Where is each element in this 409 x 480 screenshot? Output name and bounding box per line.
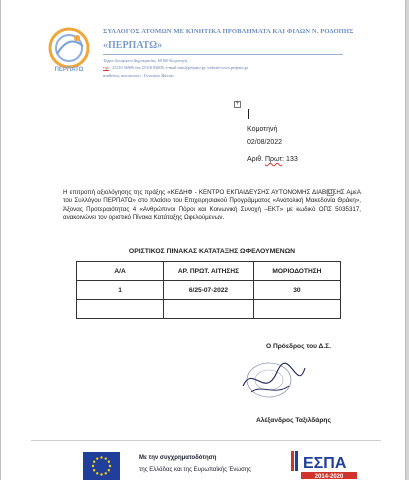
cofunding-line-1: Με την συγχρηματοδότηση [139,455,217,461]
header-cell-protocol: ΑΡ. ΠΡΩΤ. ΑΙΤΗΣΗΣ [164,262,254,281]
protocol-number [247,156,298,163]
table-cell[interactable] [164,300,254,319]
eu-star-icon [108,469,110,471]
document-date: 02/08/2022 [247,139,283,146]
text-cursor [248,109,249,119]
espa-logo [291,448,361,480]
signatory-role: Ο Πρόεδρος του Δ.Σ. [266,343,331,350]
protocol-prefix: Αριθ. [247,156,264,163]
document-page [1,0,405,480]
espa-years: 2014-2020 [314,474,344,480]
espa-title: ΕΣΠΑ [303,455,347,472]
header-address: Τέρμα Λεωφόρου Δημοκρατίας, 69100 Κομοτηνή [103,58,187,63]
table-cell[interactable]: 6/25-07-2022 [164,281,254,300]
perpato-logo [47,24,95,74]
protocol-value: : 133 [282,156,298,163]
table-title: ΟΡΙΣΤΙΚΟΣ ΠΙΝΑΚΑΣ ΚΑΤΑΤΑΞΗΣ ΩΦΕΛΟΥΜΕΝΩΝ [128,248,296,255]
announcement-paragraph[interactable]: Η επιτροπή αξιολόγησης της πράξης «ΚΕΔΗΦ - ΚΕΝΤΡΟ ΕΚΠΑΙΔΕΥΣΗΣ ΑΥΤΟΝΟΜΗΣ ΔΙΑΒΙΩΣΗΣ ΑμεΑ του Συλλόγου ΠΕΡΠΑΤΩ» στο πλαίσιο του Επιχειρησιακού Προγράμματος «Ανατολική Μακεδονία Θράκη», Άξονας Προτεραιότητας 4 «Ανθρώπινοι Πόροι και Κοινωνική Συνοχή –ΕΚΤ» με κωδικό ΟΠΣ 5035317, ανακοινώνει τον οριστικό Πίνακα Κατάταξης Ωφελούμενων. [63,189,361,222]
header-recognition: αναθέσεις αποτανούσι : Γυναικών Βάντα» [103,73,175,78]
logo-text: ΠΕΡΠΑΤΩ [54,67,84,73]
eu-star-icon [93,461,95,463]
table-row [77,281,341,300]
header-cell-score: ΜΟΡΙΟΔΟΤΗΣΗ [253,262,340,281]
contact-text: .: 25310 36909 fax 25310 83608, e-mail:info@perpato.gr, website:www.perpato.gr [108,65,249,70]
cofunding-line-2: της Ελλάδας και της Ευρωπαϊκής Ένωσης [139,467,252,473]
document-city: Κομοτηνή [247,126,278,133]
table-move-handle-icon[interactable]: + [235,101,240,107]
header-divider [103,54,343,55]
eu-star-icon [93,469,95,471]
eu-star-icon [100,473,102,475]
content-control-checkbox[interactable] [327,189,334,196]
signatory-name: Αλέξανδρος Ταξιλδάρης [256,417,331,424]
eu-star-icon [108,461,110,463]
header-cell-aa: Α/Α [77,262,164,281]
protocol-label: Πρωτ [265,156,283,163]
ranking-table[interactable] [76,261,341,319]
eu-star-icon [100,456,102,458]
table-cell[interactable] [253,300,340,319]
signature-stamp [231,356,311,406]
table-header-row [77,262,341,281]
eu-star-icon [105,472,107,474]
organization-name: ΣΥΛΛΟΓΟΣ ΑΤΟΜΩΝ ΜΕ ΚΙΝΗΤΙΚΑ ΠΡΟΒΛΗΜΑΤΑ ΚΑΙ ΦΙΛΩΝ Ν. ΡΟΔΟΠΗΣ [103,28,354,35]
table-cell[interactable]: 30 [253,281,340,300]
eu-star-icon [109,465,111,467]
organization-short-name: «ΠΕΡΠΑΤΩ» [103,40,163,51]
footer-divider [31,440,381,441]
eu-flag-icon [83,452,120,480]
table-cell[interactable]: 1 [77,281,164,300]
table-row [77,300,341,319]
eu-star-icon [92,465,94,467]
table-cell[interactable] [77,300,164,319]
contact-label: τηλ [103,65,109,70]
cofunding-statement [139,452,251,476]
eu-star-icon [105,457,107,459]
eu-star-icon [96,457,98,459]
header-contact [103,65,248,70]
eu-star-icon [96,472,98,474]
